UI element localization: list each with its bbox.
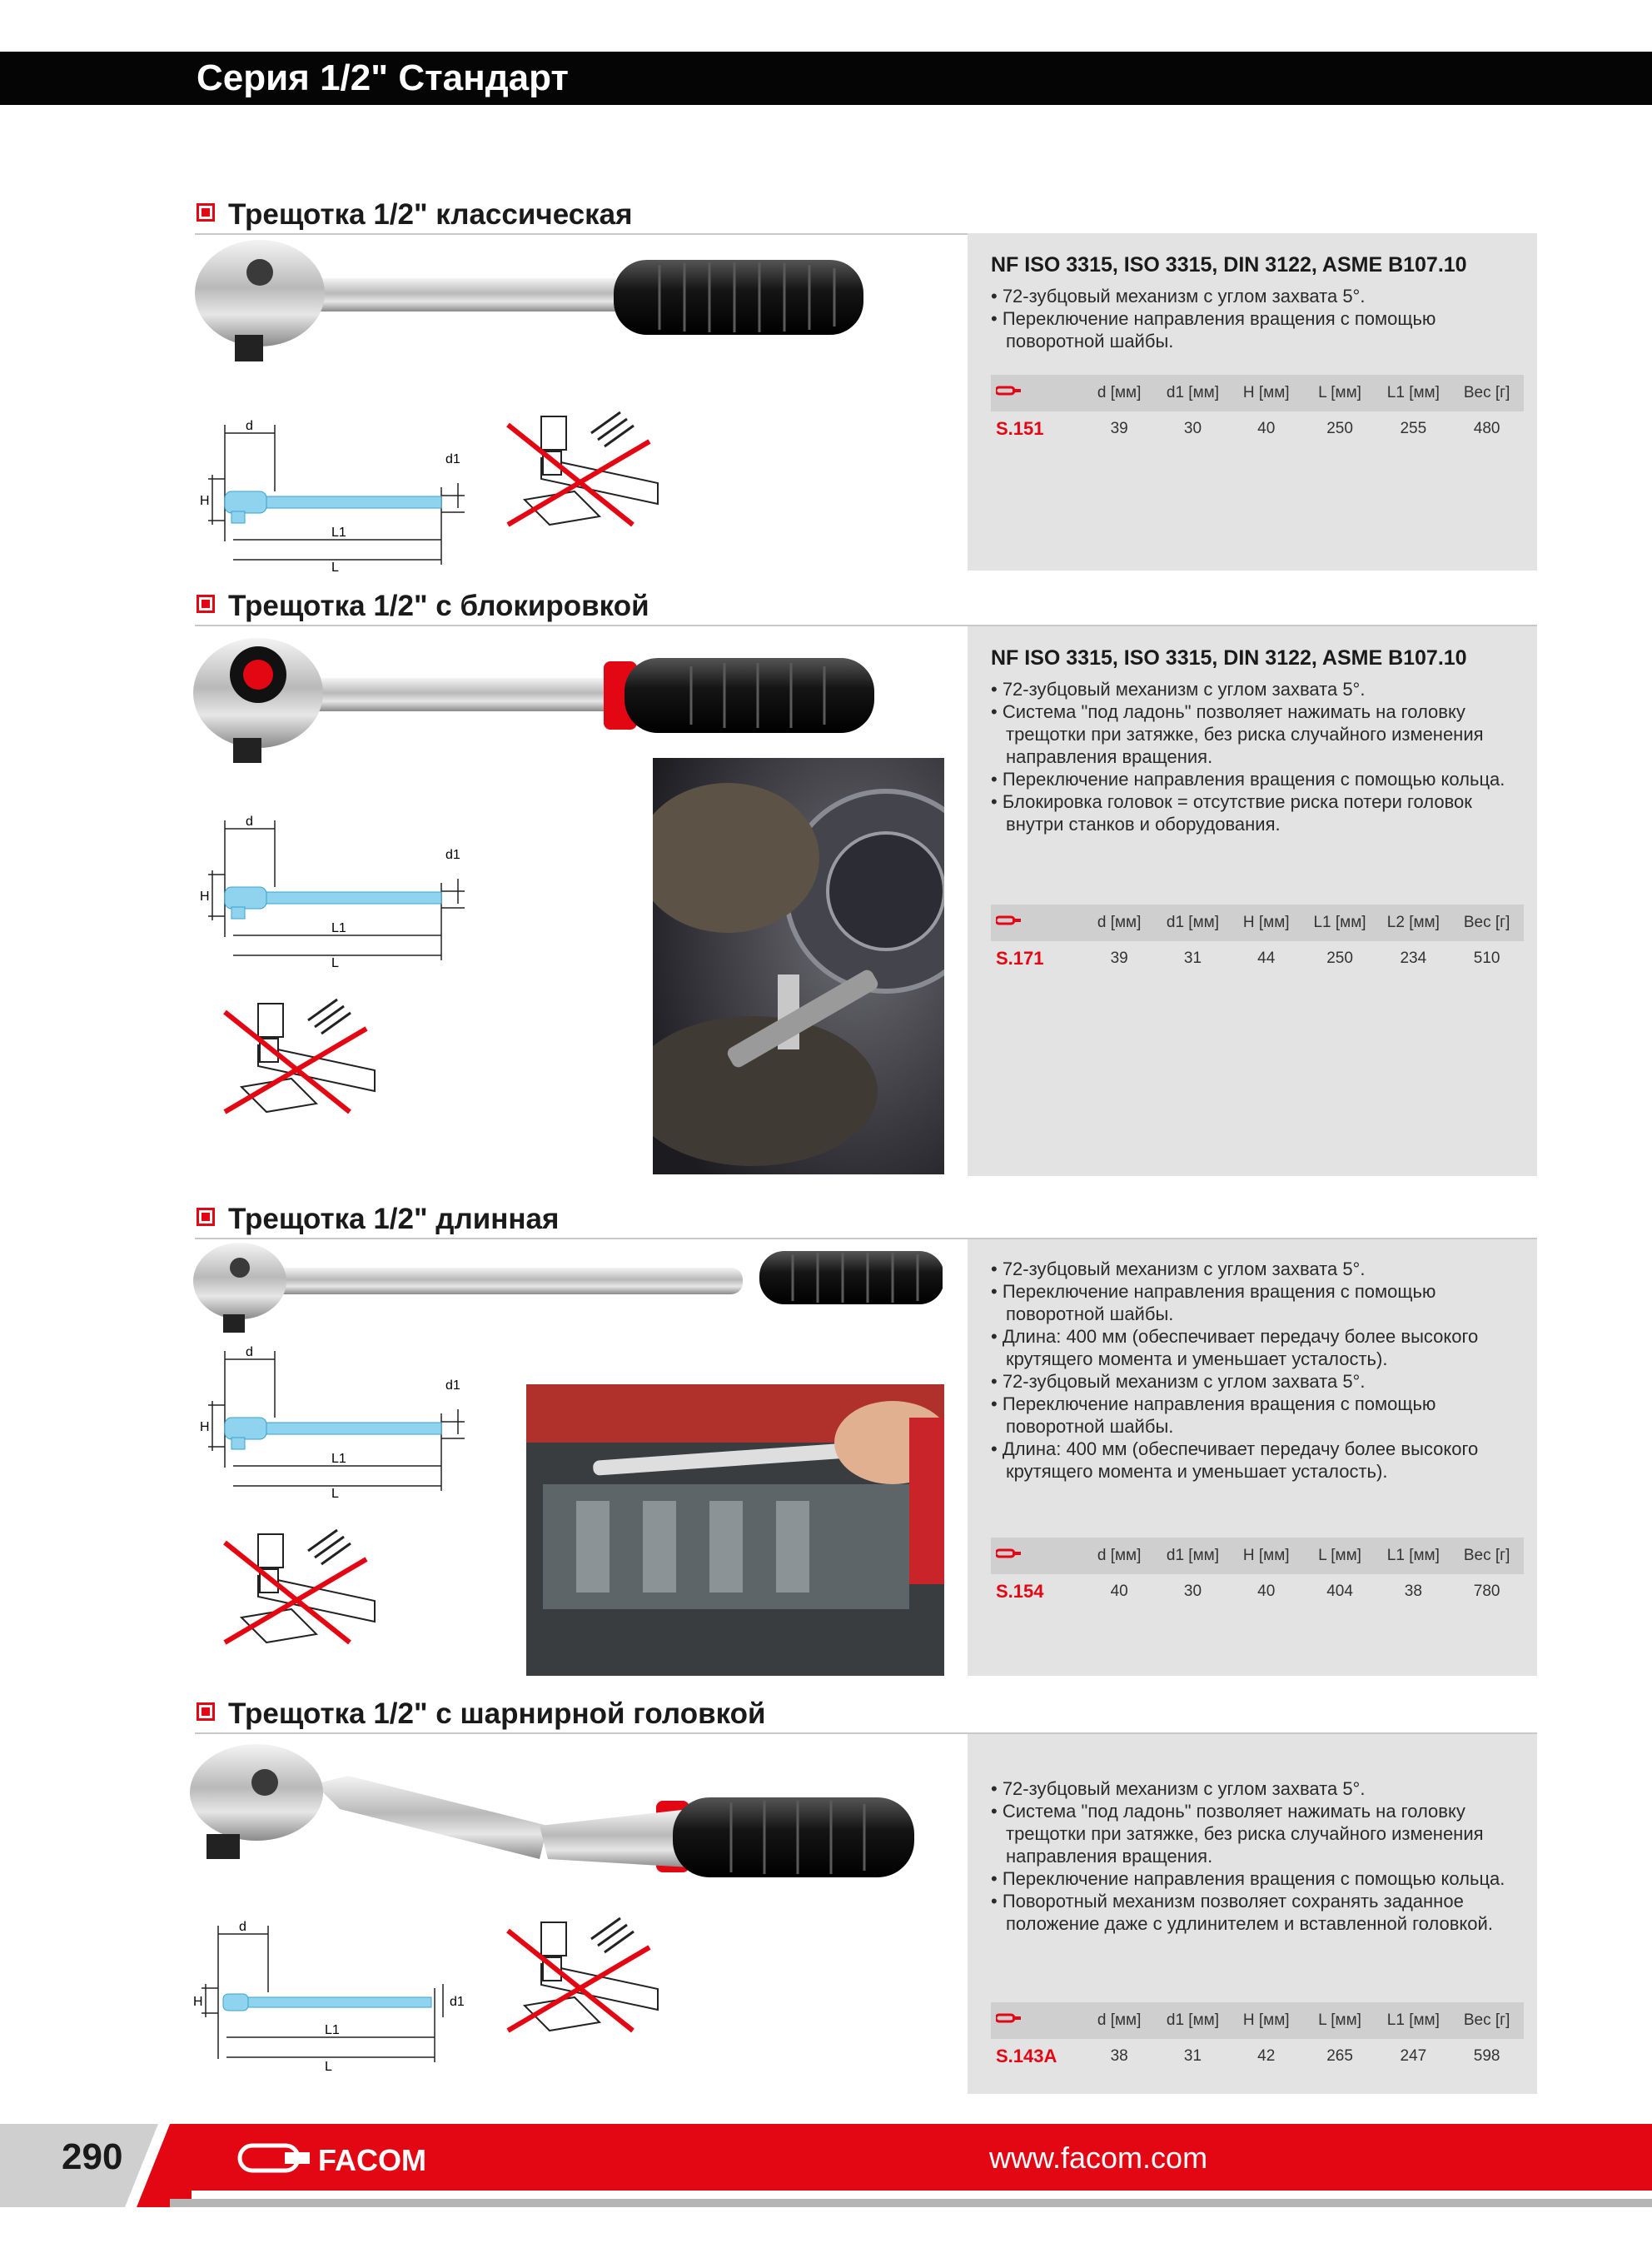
footer-slant-icon: [125, 2124, 192, 2207]
classic-ratchet-diagram: [200, 416, 475, 575]
table-cell: 598: [1473, 2047, 1500, 2065]
red-square-bullet-icon: [197, 595, 215, 613]
table-cell: 234: [1400, 950, 1427, 967]
red-square-bullet-icon: [197, 203, 215, 222]
col-header: Вес [г]: [1463, 1547, 1510, 1564]
no-hammer-warning-icon: [208, 995, 383, 1129]
dim-label-d: d: [246, 1345, 253, 1359]
col-header: L1 [мм]: [1386, 2011, 1440, 2029]
dim-label-l: L: [331, 1487, 339, 1501]
feature-item: • Длина: 400 мм (обеспечивает передачу более высокого крутящего момента и уменьшает усталость).: [991, 1438, 1479, 1482]
dim-label-h: H: [200, 1420, 210, 1434]
spec-table: [991, 905, 1524, 976]
dim-label-l1: L1: [331, 526, 346, 540]
table-cell: 31: [1183, 2047, 1202, 2065]
dim-label-d1: d1: [445, 848, 460, 862]
reference-code: S.151: [996, 418, 1044, 439]
table-cell: 265: [1326, 2047, 1353, 2065]
feature-item: • 72-зубцовый механизм с углом захвата 5°.: [991, 679, 1366, 700]
table-cell: 30: [1183, 420, 1202, 437]
dim-label-d: d: [246, 419, 253, 433]
feature-list: [989, 285, 1527, 352]
feature-item: • 72-зубцовый механизм с углом захвата 5°.: [991, 1371, 1366, 1392]
table-row: [991, 941, 1524, 976]
page-number: 290: [62, 2136, 123, 2177]
feature-item: • Длина: 400 мм (обеспечивает передачу более высокого крутящего момента и уменьшает усталость).: [991, 1326, 1479, 1369]
table-cell: 510: [1473, 950, 1500, 967]
section-header-swivel: [195, 1696, 1537, 1734]
table-row: [991, 2039, 1524, 2074]
table-cell: 404: [1326, 1583, 1353, 1600]
section-header-long: [195, 1201, 1537, 1239]
table-cell: 44: [1257, 950, 1276, 967]
facom-logo-icon: [991, 2011, 1082, 2030]
dim-label-h: H: [193, 1995, 203, 2009]
section-header-locking: [195, 588, 1537, 626]
feature-item: • Переключение направления вращения с помощью поворотной шайбы.: [991, 308, 1436, 351]
dim-label-l1: L1: [331, 1452, 346, 1466]
feature-item: • 72-зубцовый механизм с углом захвата 5°.: [991, 286, 1366, 307]
no-hammer-warning-icon: [208, 1526, 383, 1659]
col-header: d [мм]: [1097, 914, 1142, 931]
col-header: L [мм]: [1318, 1547, 1361, 1564]
dim-label-l1: L1: [331, 921, 346, 935]
col-header: Вес [г]: [1463, 384, 1510, 401]
reference-code: S.171: [996, 948, 1044, 969]
long-ratchet-photo: [526, 1384, 944, 1676]
table-cell: 42: [1257, 2047, 1276, 2065]
feature-list: [989, 1258, 1527, 1483]
feature-item: • Переключение направления вращения с помощью поворотной шайбы.: [991, 1281, 1436, 1324]
table-cell: 38: [1110, 2047, 1128, 2065]
spec-table: [991, 375, 1524, 446]
swivel-head-ratchet-diagram: [193, 1917, 476, 2076]
spec-table-header: [991, 2002, 1524, 2039]
table-cell: 480: [1473, 420, 1500, 437]
col-header: L1 [мм]: [1386, 384, 1440, 401]
table-cell: 780: [1473, 1583, 1500, 1600]
feature-item: • Поворотный механизм позволяет сохранять заданное положение даже с удлинителем и вставленной головкой.: [991, 1891, 1493, 1934]
section-title: Трещотка 1/2" классическая: [228, 198, 633, 231]
table-cell: 40: [1257, 1583, 1276, 1600]
spec-table: [991, 2002, 1524, 2074]
brand-wordmark: FACOM: [318, 2143, 426, 2177]
locking-ratchet-photo: [653, 758, 944, 1174]
no-hammer-warning-icon: [491, 1914, 666, 2047]
col-header: L [мм]: [1318, 384, 1361, 401]
feature-item: • Блокировка головок = отсутствие риска потери головок внутри станков и оборудования.: [991, 791, 1472, 835]
spec-panel-classic: [968, 233, 1537, 571]
table-row: [991, 411, 1524, 446]
col-header: L1 [мм]: [1386, 1547, 1440, 1564]
col-header: Вес [г]: [1463, 2011, 1510, 2029]
col-header: H [мм]: [1242, 1547, 1290, 1564]
dim-label-d1: d1: [450, 1995, 465, 2009]
dim-label-l: L: [331, 561, 339, 575]
website-link[interactable]: www.facom.com: [989, 2141, 1208, 2175]
feature-item: • 72-зубцовый механизм с углом захвата 5°.: [991, 1778, 1366, 1799]
no-hammer-warning-icon: [491, 408, 666, 541]
spec-table-header: [991, 905, 1524, 941]
spec-panel-long: [968, 1239, 1537, 1676]
long-ratchet-image: [193, 1243, 943, 1343]
col-header: L2 [мм]: [1386, 914, 1440, 931]
col-header: L1 [мм]: [1313, 914, 1366, 931]
table-cell: 40: [1110, 1583, 1128, 1600]
facom-brand-logo: [235, 2137, 508, 2179]
reference-code: S.154: [996, 1581, 1044, 1602]
swivel-head-ratchet-image: [190, 1742, 923, 1901]
spec-table-header: [991, 1538, 1524, 1574]
facom-logo-icon: [991, 1547, 1082, 1565]
col-header: H [мм]: [1242, 2011, 1290, 2029]
feature-list: [989, 678, 1527, 835]
col-header: H [мм]: [1242, 914, 1290, 931]
col-header: Вес [г]: [1463, 914, 1510, 931]
col-header: d1 [мм]: [1166, 1547, 1219, 1564]
dim-label-h: H: [200, 890, 210, 904]
red-square-bullet-icon: [197, 1208, 215, 1226]
dim-label-d1: d1: [445, 452, 460, 466]
locking-ratchet-image: [192, 633, 924, 775]
dim-label-h: H: [200, 494, 210, 508]
dim-label-l: L: [331, 956, 339, 970]
feature-list: [989, 1777, 1527, 1935]
table-cell: 247: [1400, 2047, 1427, 2065]
table-cell: 250: [1326, 420, 1353, 437]
feature-item: • Система "под ладонь" позволяет нажимать на головку трещотки при затяжке, без риска случайного изменения направления вращения.: [991, 1801, 1484, 1867]
facom-logo-icon: [991, 384, 1082, 402]
long-ratchet-diagram: [200, 1343, 475, 1501]
table-cell: 255: [1400, 420, 1427, 437]
table-cell: 39: [1110, 950, 1128, 967]
table-cell: 39: [1110, 420, 1128, 437]
dim-label-d: d: [246, 815, 253, 829]
feature-item: • Переключение направления вращения с помощью поворотной шайбы.: [991, 1393, 1436, 1437]
standards: NF ISO 3315, ISO 3315, DIN 3122, ASME B107.10: [991, 646, 1467, 670]
feature-item: • Система "под ладонь" позволяет нажимать на головку трещотки при затяжке, без риска случайного изменения направления вращения.: [991, 701, 1484, 767]
col-header: d [мм]: [1097, 1547, 1142, 1564]
red-square-bullet-icon: [197, 1702, 215, 1721]
col-header: d1 [мм]: [1166, 384, 1219, 401]
table-cell: 30: [1183, 1583, 1202, 1600]
col-header: L [мм]: [1318, 2011, 1361, 2029]
standards: NF ISO 3315, ISO 3315, DIN 3122, ASME B107.10: [991, 253, 1467, 277]
col-header: d [мм]: [1097, 2011, 1142, 2029]
footer-underline: [170, 2199, 1652, 2207]
feature-item: • Переключение направления вращения с помощью кольца.: [991, 769, 1505, 790]
section-title: Трещотка 1/2" длинная: [228, 1203, 560, 1235]
section-header-classic: [195, 197, 1537, 235]
col-header: d1 [мм]: [1166, 2011, 1219, 2029]
feature-item: • Переключение направления вращения с помощью кольца.: [991, 1868, 1505, 1889]
spec-panel-locking: [968, 626, 1537, 1176]
section-title: Трещотка 1/2" с шарнирной головкой: [228, 1697, 766, 1730]
spec-panel-swivel: [968, 1734, 1537, 2094]
locking-ratchet-diagram: [200, 812, 475, 970]
dim-label-d: d: [239, 1920, 246, 1934]
spec-table-header: [991, 375, 1524, 411]
dim-label-d1: d1: [445, 1378, 460, 1393]
dim-label-l: L: [325, 2060, 332, 2074]
col-header: d1 [мм]: [1166, 914, 1219, 931]
table-row: [991, 1574, 1524, 1609]
col-header: d [мм]: [1097, 384, 1142, 401]
page-title: Серия 1/2" Стандарт: [197, 57, 569, 98]
facom-logo-icon: [991, 914, 1082, 932]
classic-ratchet-image: [193, 235, 943, 376]
feature-item: • 72-зубцовый механизм с углом захвата 5°.: [991, 1259, 1366, 1279]
spec-table: [991, 1538, 1524, 1609]
col-header: H [мм]: [1242, 384, 1290, 401]
table-cell: 38: [1404, 1583, 1422, 1600]
section-title: Трещотка 1/2" с блокировкой: [228, 590, 649, 622]
reference-code: S.143A: [996, 2046, 1057, 2066]
table-cell: 40: [1257, 420, 1276, 437]
dim-label-l1: L1: [325, 2023, 340, 2037]
table-cell: 250: [1326, 950, 1353, 967]
table-cell: 31: [1183, 950, 1202, 967]
